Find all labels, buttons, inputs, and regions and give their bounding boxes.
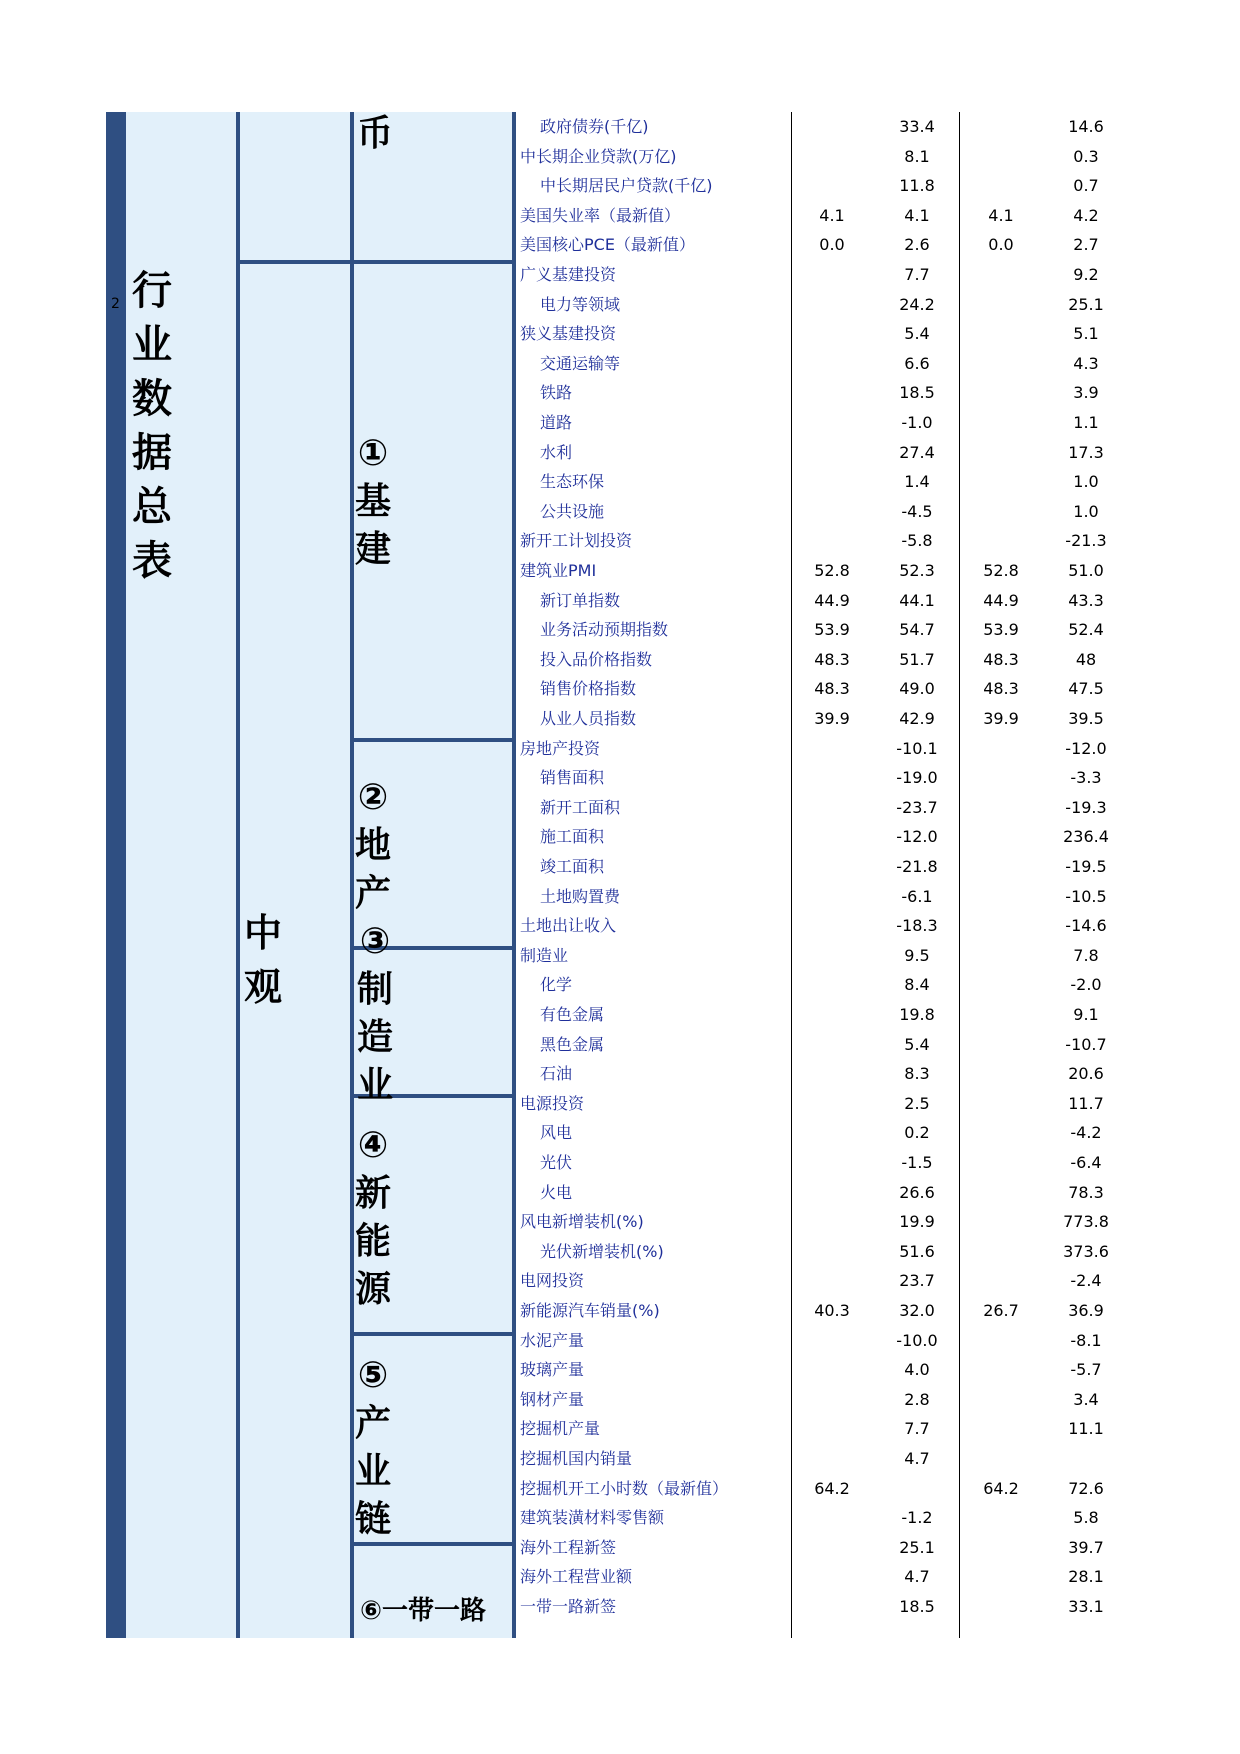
row-label: 业务活动预期指数 (540, 620, 669, 640)
row-value-4: 1.1 (1073, 413, 1099, 432)
row-label: 房地产投资 (520, 738, 601, 758)
main-title-char: 数 (132, 376, 172, 422)
row-value-4: -19.5 (1065, 857, 1107, 876)
row-label: 新订单指数 (540, 590, 621, 610)
row-value-4: 39.7 (1068, 1537, 1104, 1557)
section-label-jijian-char: ① (357, 433, 389, 474)
row-value-4: 72.6 (1068, 1478, 1104, 1498)
row-value-2: -21.8 (896, 857, 938, 876)
row-value-4: -21.3 (1065, 531, 1107, 551)
section-label-chanye-char: 业 (354, 1451, 391, 1492)
row-value-2: 42.9 (899, 709, 935, 728)
row-value-3: 52.8 (983, 561, 1019, 580)
row-value-4: -12.0 (1065, 738, 1107, 758)
row-value-4: 51.0 (1068, 561, 1104, 580)
row-value-4: 36.9 (1068, 1301, 1104, 1320)
row-label: 中长期企业贷款(万亿) (520, 146, 677, 166)
section-label-xinneng-char: 能 (354, 1221, 391, 1262)
row-value-2: -23.7 (896, 797, 938, 817)
row-value-4: 3.9 (1073, 383, 1099, 403)
row-value-2: 8.1 (904, 146, 930, 166)
row-value-2: 2.8 (904, 1389, 930, 1409)
row-value-2: 18.5 (899, 383, 935, 403)
row-value-2: 11.8 (899, 176, 935, 196)
row-label: 电力等领域 (540, 294, 621, 314)
row-value-2: 19.9 (899, 1212, 935, 1232)
row-value-1: 0.0 (819, 235, 845, 255)
section-label-jijian (348, 430, 398, 574)
row-value-1: 4.1 (819, 205, 845, 225)
row-label: 玻璃产量 (520, 1360, 585, 1380)
row-label: 土地购置费 (540, 886, 621, 906)
row-value-2: 24.2 (899, 294, 935, 314)
row-label: 制造业 (520, 945, 569, 965)
row-value-4: 5.1 (1073, 324, 1099, 344)
row-value-2: 7.7 (904, 1419, 930, 1439)
row-label: 建筑业PMI (520, 561, 597, 580)
row-value-2: -10.0 (896, 1330, 938, 1350)
section-label-zhizao-char: 业 (356, 1065, 393, 1106)
row-label: 美国失业率（最新值） (520, 205, 681, 225)
row-value-4: 25.1 (1068, 294, 1104, 314)
row-value-3: 26.7 (983, 1301, 1019, 1320)
row-label: 销售价格指数 (540, 679, 637, 699)
row-value-4: -10.5 (1065, 886, 1107, 906)
row-label: 美国核心PCE（最新值） (520, 235, 695, 255)
section-label-xinneng-char: 新 (354, 1173, 391, 1214)
row-value-2: -6.1 (901, 886, 933, 906)
row-value-4: -3.3 (1070, 768, 1102, 788)
row-value-4: 39.5 (1068, 709, 1104, 728)
row-value-4: 14.6 (1068, 117, 1104, 136)
row-value-3: 0.0 (988, 235, 1014, 255)
section-label-xinneng (348, 1122, 398, 1314)
row-value-4: 17.3 (1068, 442, 1104, 462)
row-label: 风电 (540, 1123, 573, 1143)
section-label-chanye-char: 产 (354, 1403, 391, 1444)
row-value-2: 33.4 (899, 117, 935, 136)
row-label: 化学 (540, 975, 573, 995)
section-label-zhizao-clip (350, 921, 404, 1106)
row-label: 施工面积 (540, 827, 605, 847)
row-value-2: 23.7 (899, 1271, 935, 1291)
row-value-2: 8.3 (904, 1064, 930, 1084)
row-value-2: -1.0 (901, 413, 933, 432)
left-accent-bar (106, 112, 126, 1638)
row-label: 海外工程新签 (520, 1537, 617, 1557)
top-section-label (350, 112, 400, 168)
row-value-2: 8.4 (904, 975, 930, 995)
row-value-4: 3.4 (1073, 1389, 1099, 1409)
section-label-chanye (348, 1352, 398, 1544)
row-label: 水利 (540, 442, 573, 462)
row-value-4: 9.1 (1073, 1005, 1099, 1024)
section-label-dichan-char: 产 (354, 873, 391, 914)
row-value-4: -2.4 (1070, 1271, 1102, 1291)
row-value-3: 64.2 (983, 1478, 1019, 1498)
main-title-char: 表 (132, 538, 172, 584)
section-label-xinneng-char: ④ (357, 1125, 389, 1166)
row-value-1: 40.3 (814, 1301, 850, 1320)
section-label-zhizao (350, 918, 400, 1110)
row-value-4: 11.1 (1068, 1419, 1104, 1439)
row-value-2: 2.6 (904, 235, 930, 255)
row-label: 挖掘机开工小时数（最新值） (520, 1478, 729, 1498)
row-label: 电网投资 (520, 1271, 585, 1291)
row-value-2: 4.1 (904, 205, 930, 225)
row-value-3: 53.9 (983, 620, 1019, 640)
row-value-2: 19.8 (899, 1005, 935, 1024)
row-value-4: 28.1 (1068, 1567, 1104, 1587)
row-value-3: 48.3 (983, 679, 1019, 699)
row-label: 黑色金属 (540, 1034, 605, 1054)
row-value-2: -1.5 (901, 1153, 933, 1172)
row-value-4: 0.7 (1073, 176, 1099, 196)
row-value-2: 49.0 (899, 679, 935, 699)
row-label: 一带一路新签 (520, 1597, 617, 1616)
row-value-4: 2.7 (1073, 235, 1099, 255)
row-label: 有色金属 (540, 1005, 605, 1024)
section-label-yidai: ⑥一带一路 (360, 1596, 487, 1626)
row-label: 竣工面积 (540, 857, 605, 876)
row-value-4: -5.7 (1070, 1360, 1102, 1380)
row-value-1: 48.3 (814, 649, 850, 669)
row-value-2: 7.7 (904, 265, 930, 284)
column-divider (512, 112, 516, 1638)
row-label: 投入品价格指数 (540, 649, 653, 669)
row-value-1: 64.2 (814, 1478, 850, 1498)
row-value-4: 0.3 (1073, 146, 1099, 166)
row-label: 道路 (540, 413, 573, 432)
row-value-2: 4.0 (904, 1360, 930, 1380)
mid-title-char: 观 (243, 965, 282, 1009)
row-label: 水泥产量 (520, 1330, 585, 1350)
row-value-1: 53.9 (814, 620, 850, 640)
section-label-dichan-char: 地 (354, 825, 391, 866)
row-value-1: 52.8 (814, 561, 850, 580)
row-label: 风电新增装机(%) (520, 1212, 644, 1232)
section-label-dichan (348, 774, 398, 918)
row-label: 销售面积 (540, 768, 605, 788)
row-value-2: 51.7 (899, 649, 935, 669)
section-label-xinneng-char: 源 (354, 1269, 391, 1310)
row-label: 从业人员指数 (540, 709, 637, 728)
row-value-4: -8.1 (1070, 1330, 1102, 1350)
mid-title-char: 中 (243, 911, 282, 955)
section-label-jijian-char: 建 (354, 529, 391, 570)
row-value-4: 773.8 (1063, 1212, 1109, 1232)
row-value-2: 51.6 (899, 1241, 935, 1261)
row-value-2: 5.4 (904, 1034, 930, 1054)
section-label-chanye-char: 链 (354, 1499, 391, 1540)
row-label: 建筑装潢材料零售额 (520, 1508, 665, 1528)
row-value-4: 1.0 (1073, 501, 1099, 521)
value-column-divider (791, 112, 792, 1638)
row-label: 铁路 (540, 383, 573, 403)
row-value-2: 27.4 (899, 442, 935, 462)
row-label: 电源投资 (520, 1093, 585, 1113)
row-label: 新能源汽车销量(%) (520, 1301, 660, 1320)
row-value-2: 44.1 (899, 590, 935, 610)
row-value-4: 236.4 (1063, 827, 1109, 847)
row-label: 公共设施 (540, 501, 605, 521)
row-value-4: -2.0 (1070, 975, 1102, 995)
row-label: 挖掘机产量 (520, 1419, 601, 1439)
row-number: 2 (111, 296, 120, 312)
row-value-4: -6.4 (1070, 1153, 1102, 1172)
row-value-4: -19.3 (1065, 797, 1107, 817)
row-label: 石油 (540, 1064, 573, 1084)
row-value-3: 39.9 (983, 709, 1019, 728)
section-label-dichan-char: ② (357, 777, 389, 818)
row-label: 新开工计划投资 (520, 531, 633, 551)
row-value-4: 20.6 (1068, 1064, 1104, 1084)
row-value-2: 0.2 (904, 1123, 930, 1143)
row-value-2: -4.5 (901, 501, 933, 521)
row-value-2: 6.6 (904, 353, 930, 373)
row-value-2: -12.0 (896, 827, 938, 847)
row-value-1: 44.9 (814, 590, 850, 610)
row-value-2: -18.3 (896, 916, 938, 936)
main-title-char: 行 (132, 268, 172, 314)
row-value-2: -10.1 (896, 738, 938, 758)
row-value-4: 7.8 (1073, 945, 1099, 965)
row-value-2: -19.0 (896, 768, 938, 788)
row-value-2: 26.6 (899, 1182, 935, 1202)
section-label-zhizao-char: 制 (356, 969, 393, 1010)
row-value-4: -10.7 (1065, 1034, 1107, 1054)
row-value-4: -4.2 (1070, 1123, 1102, 1143)
row-label: 新开工面积 (540, 797, 621, 817)
row-label: 交通运输等 (540, 353, 621, 373)
row-value-1: 48.3 (814, 679, 850, 699)
row-label: 土地出让收入 (520, 916, 617, 936)
row-value-4: 11.7 (1068, 1093, 1104, 1113)
row-value-4: 373.6 (1063, 1241, 1109, 1261)
row-value-2: 5.4 (904, 324, 930, 344)
row-value-3: 48.3 (983, 649, 1019, 669)
row-value-4: 4.3 (1073, 353, 1099, 373)
top-section-label-text: 币 (356, 113, 393, 154)
row-label: 钢材产量 (520, 1389, 585, 1409)
row-label: 狭义基建投资 (520, 324, 617, 344)
row-label: 广义基建投资 (520, 265, 617, 284)
row-value-2: 18.5 (899, 1597, 935, 1616)
value-column-divider (959, 112, 960, 1638)
mid-title (238, 906, 288, 1014)
row-value-2: 4.7 (904, 1449, 930, 1468)
row-value-2: 1.4 (904, 472, 930, 492)
row-value-4: 48 (1075, 649, 1097, 669)
row-label: 生态环保 (540, 472, 605, 492)
row-value-4: 9.2 (1073, 265, 1099, 284)
row-value-2: 52.3 (899, 561, 935, 580)
row-value-4: -14.6 (1065, 916, 1107, 936)
row-value-4: 1.0 (1073, 472, 1099, 492)
section-label-zhizao-char: 造 (356, 1017, 393, 1058)
row-value-2: -5.8 (901, 531, 933, 551)
row-value-2: 9.5 (904, 945, 930, 965)
row-value-4: 47.5 (1068, 679, 1104, 699)
main-title-char: 总 (132, 484, 172, 530)
row-value-2: 54.7 (899, 620, 935, 640)
row-label: 挖掘机国内销量 (520, 1449, 633, 1468)
section-label-jijian-char: 基 (354, 481, 391, 522)
section-label-zhizao-char: ③ (359, 921, 391, 962)
row-value-3: 44.9 (983, 590, 1019, 610)
row-label: 政府债券(千亿) (540, 117, 649, 136)
row-value-4: 78.3 (1068, 1182, 1104, 1202)
row-value-2: 32.0 (899, 1301, 935, 1320)
row-value-4: 33.1 (1068, 1597, 1104, 1616)
row-value-4: 43.3 (1068, 590, 1104, 610)
top-subcategory-cell (240, 112, 350, 260)
row-value-2: 4.7 (904, 1567, 930, 1587)
row-value-4: 4.2 (1073, 205, 1099, 225)
row-label: 光伏 (540, 1153, 573, 1172)
row-label: 海外工程营业额 (520, 1567, 633, 1587)
row-label: 中长期居民户贷款(千亿) (540, 176, 713, 196)
row-value-1: 39.9 (814, 709, 850, 728)
row-value-2: -1.2 (901, 1508, 933, 1528)
main-title-char: 据 (132, 430, 172, 476)
row-label: 火电 (540, 1182, 573, 1202)
main-title-char: 业 (132, 322, 172, 368)
row-value-3: 4.1 (988, 205, 1014, 225)
row-value-4: 52.4 (1068, 620, 1104, 640)
row-label: 光伏新增装机(%) (540, 1241, 664, 1261)
main-title (124, 264, 180, 588)
section-label-chanye-char: ⑤ (357, 1355, 389, 1396)
row-value-2: 25.1 (899, 1537, 935, 1557)
row-value-2: 2.5 (904, 1093, 930, 1113)
row-value-4: 5.8 (1073, 1508, 1099, 1528)
